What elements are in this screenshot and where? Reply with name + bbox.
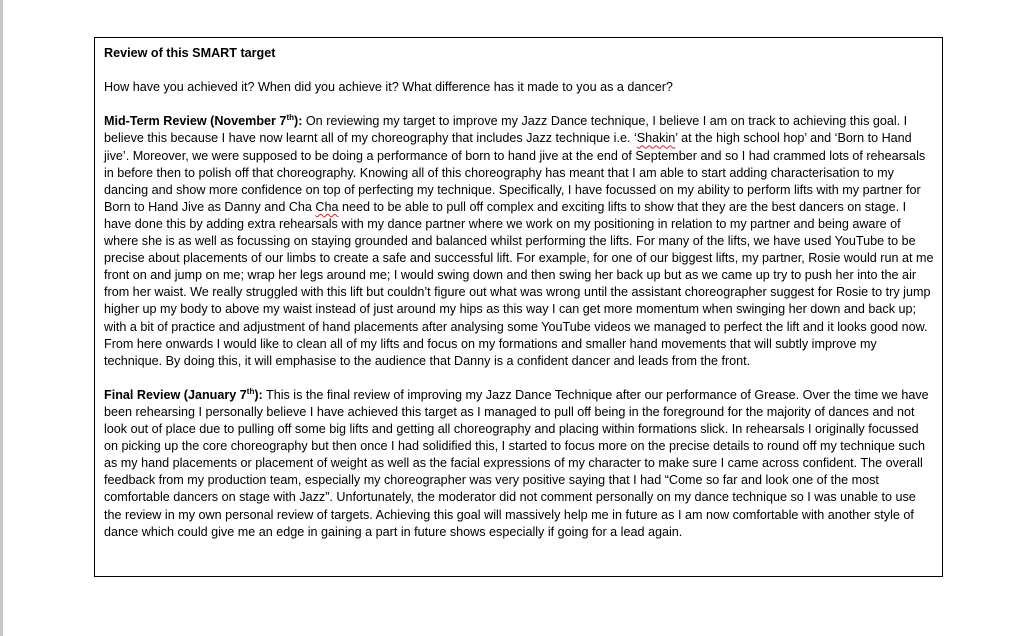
spellcheck-word-cha: Cha bbox=[315, 199, 339, 214]
mid-term-text-part-1: On reviewing my target to improve my Jazz Dance technique, I believe I am on track to achieving this goal. I believe this because I have now learnt all of my choreography that includes Jazz technique i.e. ‘ bbox=[104, 114, 908, 146]
review-title: Review of this SMART target bbox=[104, 46, 276, 60]
review-prompt: How have you achieved it? When did you achieve it? What difference has it made to you as a dancer? bbox=[104, 80, 673, 95]
final-review-text: This is the final review of improving my Jazz Dance Technique after our performance of Grease. Over the time we have been rehearsing I personally believe I have achieved this target as I managed to pull off being in the foreground for the majority of dances and not look out of place due to pulling off some big lifts and getting all choreography and placing within formations slick. In rehearsals I originally focussed on picking up the core choreography but then once I had solidified this, I started to focus more on the precise details to round off my technique such as my hand placements or placement of weight as well as the facial expressions of my character to make sure I came across confident. The overall feedback from my production team, especially my choreographer was very positive saying that I had “Come so far and look one of the most comfortable dancers on stage with Jazz”. Unfortunately, the moderator did not comment personally on my dance technique so I was unable to use the review in my own personal review of targets. Achieving this goal will massively help me in future as I am now comfortable with another style of dance which could give me an edge in gaining a part in future shows especially if going for a lead again. bbox=[104, 387, 929, 539]
mid-term-text-part-3: need to be able to pull off complex and exciting lifts to show that they are the best dancers on stage. I have done this by adding extra rehearsals with my dance partner where we work on my positioning in relation to my partner and being aware of where she is as well as focussing on staying grounded and balanced whilst performing the lifts. For many of the lifts, we have used YouTube to be precise about placements of our limbs to create a safe and successful lift. For example, for one of our biggest lifts, my partner, Rosie would run at me front on and jump on me; wrap her legs around me; I would swing down and then swing her back up but as we came up try to push her into the air from her waist. We really struggled with this lift but couldn’t figure out what was wrong until the assistant choreographer suggest for Rosie to try jump higher up my body to above my waist instead of just around my hips as this way I can get more momentum when swinging her down and back up; with a bit of practice and adjustment of hand placements after analysing some YouTube videos we managed to perfect the lift and it looks good now. From here onwards I would like to clean all of my lifts and focus on my formations and smaller hand movements that will subtly improve my technique. By doing this, it will emphasise to the audience that Danny is a confident dancer and leads from the front. bbox=[104, 199, 934, 368]
final-label-text: Final Review (January 7 bbox=[104, 387, 247, 402]
spacer bbox=[104, 96, 934, 113]
spacer bbox=[104, 370, 934, 387]
review-table-cell bbox=[94, 37, 943, 577]
final-label-sup: th bbox=[246, 386, 255, 396]
final-label-suffix: ): bbox=[254, 387, 263, 402]
mid-term-label-text: Mid-Term Review (November 7 bbox=[104, 114, 287, 129]
spellcheck-word-shakin: Shakin bbox=[636, 131, 676, 146]
spacer bbox=[104, 62, 934, 79]
review-content bbox=[104, 45, 934, 541]
final-review-label bbox=[104, 388, 263, 402]
page-left-edge bbox=[0, 0, 3, 636]
mid-term-label-suffix: ): bbox=[294, 114, 303, 129]
final-review-paragraph bbox=[104, 387, 934, 541]
mid-term-text-part-2: ’ at the high school hop’ and ‘Born to Hand jive’. Moreover, we were supposed to be doing a performance of born to hand jive at the end of September and so I had crammed lots of rehearsals in before then to polish off that choreography. Knowing all of this choreography has meant that I am able to start adding characterisation to my dancing and show more confidence on top of perfecting my technique. Specifically, I have focussed on my ability to perform lifts with my partner for Born to Hand Jive as Danny and Cha bbox=[104, 131, 926, 214]
mid-term-review-label bbox=[104, 114, 302, 128]
mid-term-review-paragraph bbox=[104, 113, 934, 369]
mid-term-label-sup: th bbox=[286, 113, 294, 123]
